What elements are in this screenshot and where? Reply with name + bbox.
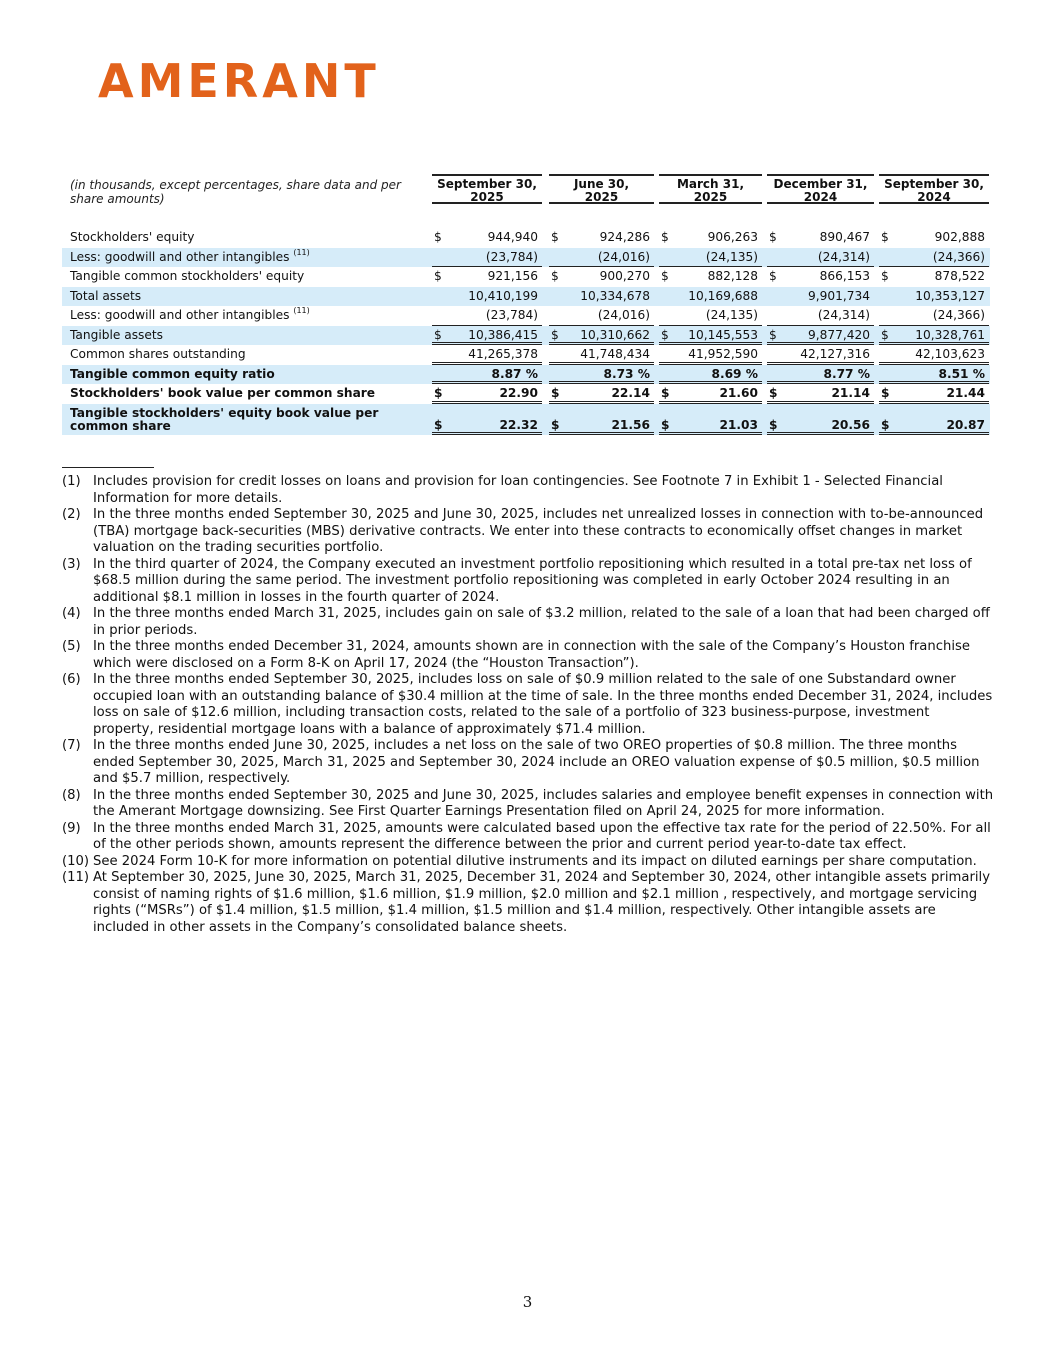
- table-row: [62, 384, 990, 404]
- table-caption: (in thousands, except percentages, share data and per share amounts): [70, 178, 401, 206]
- cell-value: 9,901,734: [807, 288, 870, 303]
- table-cell: [432, 326, 542, 346]
- footnote: [62, 606, 994, 639]
- row-label: Common shares outstanding: [70, 347, 246, 361]
- column-header-line1: March 31,: [676, 177, 745, 191]
- cell-value: 924,286: [599, 230, 650, 244]
- column-header-line2: 2025: [470, 190, 504, 204]
- row-label: Stockholders' book value per common share: [70, 386, 376, 400]
- currency-symbol: $: [881, 269, 889, 283]
- footnote-number: (1): [62, 474, 81, 489]
- footnote-number: (3): [62, 556, 81, 572]
- footnote: [62, 557, 994, 607]
- table-cell: [549, 287, 654, 307]
- table-body: [62, 228, 990, 435]
- footnote-number: (7): [62, 738, 81, 753]
- table-cell: [432, 228, 542, 248]
- column-header-line2: 2024: [917, 190, 951, 204]
- cell-value: 10,328,761: [915, 327, 985, 342]
- cell-value: 21.03: [719, 417, 758, 432]
- table-cell: [432, 404, 542, 435]
- cell-value: 21.14: [831, 386, 870, 400]
- footnote-number: (11): [62, 870, 90, 885]
- table-cell: [767, 228, 874, 248]
- table-cell: [549, 326, 654, 346]
- column-header: [767, 174, 874, 204]
- currency-symbol: $: [769, 230, 777, 244]
- column-header-line1: June 30,: [573, 177, 630, 191]
- cell-value: 41,748,434: [580, 347, 650, 361]
- table-cell: [432, 267, 542, 287]
- column-header: [432, 174, 542, 204]
- table-cell: [767, 267, 874, 287]
- table-cell: [879, 365, 989, 385]
- currency-symbol: $: [881, 230, 889, 244]
- currency-symbol: $: [769, 417, 778, 432]
- cell-value: 42,127,316: [800, 347, 870, 361]
- currency-symbol: $: [661, 417, 670, 432]
- table-cell: [879, 384, 989, 404]
- cell-value: 41,265,378: [468, 347, 538, 361]
- row-label: Tangible common equity ratio: [70, 366, 275, 381]
- column-header-line2: 2025: [693, 190, 728, 204]
- footnote-text: See 2024 Form 10-K for more information on potential dilutive instruments and its impact on diluted earnings per share computation.: [93, 853, 977, 869]
- table-row: [62, 287, 990, 307]
- cell-value: (24,016): [597, 308, 650, 322]
- table-cell: [432, 365, 542, 385]
- cell-value: 41,952,590: [688, 347, 758, 361]
- currency-symbol: $: [551, 417, 560, 432]
- table-cell: [549, 248, 654, 268]
- cell-value: 10,410,199: [468, 288, 538, 303]
- cell-value: 22.14: [611, 386, 650, 400]
- cell-value: 8.69 %: [711, 366, 758, 381]
- table-cell: [659, 248, 762, 268]
- table-row: [62, 404, 990, 435]
- table-cell: [879, 267, 989, 287]
- footnote-ref: (11): [293, 247, 310, 257]
- column-header-line2: 2024: [803, 190, 838, 204]
- table-cell: [432, 306, 542, 326]
- cell-value: (24,314): [817, 249, 870, 264]
- cell-value: 10,334,678: [580, 288, 650, 303]
- cell-value: 21.56: [611, 417, 650, 432]
- table-cell: [879, 248, 989, 268]
- currency-symbol: $: [661, 386, 670, 400]
- currency-symbol: $: [434, 386, 443, 400]
- cell-value: 866,153: [819, 269, 870, 283]
- table-cell: [879, 404, 989, 435]
- currency-symbol: $: [434, 230, 442, 244]
- table-cell: [549, 267, 654, 287]
- column-header-line1: December 31,: [773, 177, 868, 191]
- footnote-number: (4): [62, 606, 81, 621]
- table-cell: [879, 228, 989, 248]
- table-cell: [549, 306, 654, 326]
- table-row: [62, 228, 990, 248]
- table-cell: [549, 404, 654, 435]
- footnote-text: In the third quarter of 2024, the Company executed an investment portfolio repositioning which resulted in a total pre-tax net loss of $68.5 million during the same period. The investment portfolio repositioning was completed in early October 2024 resulting in an additional $8.1 million in losses in the fourth quarter of 2024.: [93, 556, 972, 605]
- currency-symbol: $: [434, 269, 442, 283]
- footnote-text: In the three months ended March 31, 2025, amounts were calculated based upon the effective tax rate for the period of 22.50%. For all of the other periods shown, amounts represent the difference between the prior and current period year-to-date tax effect.: [93, 820, 991, 852]
- table-cell: [432, 384, 542, 404]
- table-cell: [767, 345, 874, 365]
- cell-value: 10,310,662: [580, 327, 650, 342]
- table-cell: [767, 326, 874, 346]
- row-label: Tangible assets: [70, 327, 164, 342]
- table-cell: [659, 345, 762, 365]
- cell-value: (24,314): [817, 308, 870, 322]
- currency-symbol: $: [661, 230, 669, 244]
- cell-value: (24,366): [932, 249, 985, 264]
- page-number: 3: [522, 1293, 533, 1311]
- table-cell: [659, 404, 762, 435]
- currency-symbol: $: [434, 327, 442, 342]
- currency-symbol: $: [551, 386, 560, 400]
- cell-value: 42,103,623: [915, 347, 985, 361]
- cell-value: (23,784): [485, 308, 538, 322]
- cell-value: 8.87 %: [491, 366, 538, 381]
- table-cell: [879, 345, 989, 365]
- table-cell: [432, 287, 542, 307]
- table-cell: [432, 248, 542, 268]
- footnote-ref: (11): [293, 306, 310, 315]
- currency-symbol: $: [769, 269, 777, 283]
- footnote-text: In the three months ended March 31, 2025, includes gain on sale of $3.2 million, related to the sale of a loan that had been charged off in prior periods.: [93, 606, 990, 638]
- cell-value: (24,016): [597, 249, 650, 264]
- cell-value: 882,128: [707, 269, 758, 283]
- table-cell: [432, 345, 542, 365]
- cell-value: 900,270: [599, 269, 650, 283]
- currency-symbol: $: [551, 327, 559, 342]
- column-header-line2: 2025: [584, 190, 619, 204]
- cell-value: 921,156: [487, 269, 538, 283]
- cell-value: 9,877,420: [807, 327, 870, 342]
- footnote: [62, 672, 994, 738]
- footnote-number: (5): [62, 639, 81, 654]
- footnote-text: In the three months ended June 30, 2025, includes a net loss on the sale of two OREO properties of $0.8 million. The three months ended September 30, 2025, March 31, 2025 and September 30, 2024 include an OREO valuation expense of $0.5 million, $0.5 million and $5.7 million, respectively.: [93, 738, 980, 786]
- row-label: Stockholders' equity: [70, 230, 195, 244]
- column-header-line1: September 30,: [884, 177, 984, 191]
- table-cell: [549, 365, 654, 385]
- amerant-logo: AMERANT: [98, 54, 380, 108]
- table-row: [62, 306, 990, 326]
- column-header-line1: September 30,: [437, 177, 537, 191]
- cell-value: 21.44: [946, 386, 985, 400]
- table-header: [62, 174, 990, 228]
- currency-symbol: $: [881, 417, 890, 432]
- footnote-number: (2): [62, 507, 81, 522]
- footnote-text: In the three months ended September 30, 2025, includes loss on sale of $0.9 million related to the sale of one Substandard owner occupied loan with an outstanding balance of $30.4 million at the time of sale. In the three months ended December 31, 2024, includes loss on sale of $12.6 million, including transaction costs, related to the sale of a portfolio of 323 business-purpose, investment property, residential mortgage loans with a balance of approximately $71.4 million.: [93, 672, 993, 737]
- cell-value: 22.32: [499, 417, 538, 432]
- cell-value: 944,940: [487, 230, 538, 244]
- table-cell: [659, 228, 762, 248]
- table-row: [62, 248, 990, 268]
- cell-value: 878,522: [934, 269, 985, 283]
- cell-value: 10,353,127: [915, 288, 985, 303]
- table-cell: [767, 306, 874, 326]
- cell-value: (24,135): [705, 249, 758, 264]
- footnote: [62, 788, 994, 821]
- table-cell: [879, 287, 989, 307]
- currency-symbol: $: [661, 269, 669, 283]
- footnote: [62, 854, 994, 871]
- cell-value: 20.87: [946, 417, 985, 432]
- cell-value: (24,135): [705, 308, 758, 322]
- footnote: [62, 870, 994, 936]
- table-cell: [767, 365, 874, 385]
- column-header: [879, 174, 989, 204]
- column-header: [549, 174, 654, 204]
- currency-symbol: $: [769, 327, 777, 342]
- footnote: [62, 474, 994, 507]
- footnote-text: In the three months ended December 31, 2024, amounts shown are in connection with the sale of the Company’s Houston franchise which were disclosed on a Form 8-K on April 17, 2024 (the “Houston Transaction”).: [93, 639, 971, 671]
- footnote-text: In the three months ended September 30, 2025 and June 30, 2025, includes net unrealized losses in connection with to-be-announced (TBA) mortgage back-securities (MBS) derivative contracts. We enter into these contracts to economically offset changes in market valuation on the trading securities portfolio.: [93, 507, 984, 555]
- table-cell: [879, 306, 989, 326]
- table-cell: [659, 267, 762, 287]
- cell-value: 21.60: [719, 386, 758, 400]
- currency-symbol: $: [769, 386, 778, 400]
- footnotes: [62, 474, 994, 936]
- table-cell: [767, 248, 874, 268]
- footnote-text: In the three months ended September 30, 2025 and June 30, 2025, includes salaries and employee benefit expenses in connection with the Amerant Mortgage downsizing. See First Quarter Earnings Presentation filed on April 24, 2025 for more information.: [93, 787, 994, 819]
- table-cell: [879, 326, 989, 346]
- currency-symbol: $: [881, 327, 889, 342]
- footnote-number: (8): [62, 787, 81, 803]
- row-label: Tangible common stockholders' equity: [70, 269, 305, 283]
- cell-value: (24,366): [932, 308, 985, 322]
- cell-value: 906,263: [707, 230, 758, 244]
- cell-value: 10,386,415: [468, 327, 538, 342]
- table-cell: [659, 287, 762, 307]
- table-cell: [659, 365, 762, 385]
- currency-symbol: $: [661, 327, 669, 342]
- table-row: [62, 326, 990, 346]
- footnote: [62, 639, 994, 672]
- table-cell: [659, 306, 762, 326]
- footnote: [62, 821, 994, 854]
- footnote: [62, 507, 994, 557]
- cell-value: 20.56: [831, 417, 870, 432]
- financial-table: [62, 174, 990, 435]
- table-cell: [659, 326, 762, 346]
- table-cell: [549, 384, 654, 404]
- table-row: [62, 365, 990, 385]
- currency-symbol: $: [551, 230, 559, 244]
- table-cell: [767, 287, 874, 307]
- row-label: Tangible stockholders' equity book value per common share: [70, 405, 379, 433]
- cell-value: 22.90: [499, 386, 538, 400]
- table-row: [62, 267, 990, 287]
- footnote-number: (10): [62, 853, 90, 869]
- column-header: [659, 174, 762, 204]
- cell-value: 8.51 %: [938, 366, 985, 381]
- cell-value: 8.77 %: [823, 366, 870, 381]
- cell-value: 890,467: [819, 230, 870, 244]
- table-cell: [549, 228, 654, 248]
- footnote-text: Includes provision for credit losses on loans and provision for loan contingencies. See Footnote 7 in Exhibit 1 - Selected Financial Information for more details.: [93, 474, 943, 506]
- cell-value: 8.73 %: [603, 366, 650, 381]
- currency-symbol: $: [881, 386, 890, 400]
- cell-value: 902,888: [934, 230, 985, 244]
- cell-value: 10,145,553: [688, 327, 758, 342]
- row-label: Less: goodwill and other intangibles $^{(11)}$: [70, 247, 310, 264]
- footnote-divider: [62, 467, 154, 468]
- footnote-text: At September 30, 2025, June 30, 2025, March 31, 2025, December 31, 2024 and September 30, 2024, other intangible assets primarily consist of naming rights of $1.6 million, $1.6 million, $1.9 million, $2.0 million and $2.1 million , respectively, and mortgage servicing rights (“MSRs”) of $1.4 million, $1.5 million, $1.4 million, $1.5 million and $1.4 million, respectively. Other intangible assets are included in other assets in the Company’s consolidated balance sheets.: [93, 870, 990, 935]
- table-cell: [767, 384, 874, 404]
- currency-symbol: $: [551, 269, 559, 283]
- row-label: Less: goodwill and other intangibles $^{(11)}$: [70, 306, 310, 322]
- row-label: Total assets: [70, 288, 142, 303]
- footnote: [62, 738, 994, 788]
- footnote-number: (9): [62, 820, 81, 836]
- table-cell: [767, 404, 874, 435]
- footnote-number: (6): [62, 672, 81, 687]
- table-row: [62, 345, 990, 365]
- table-cell: [659, 384, 762, 404]
- currency-symbol: $: [434, 417, 443, 432]
- cell-value: 10,169,688: [688, 288, 758, 303]
- cell-value: (23,784): [485, 249, 538, 264]
- table-cell: [549, 345, 654, 365]
